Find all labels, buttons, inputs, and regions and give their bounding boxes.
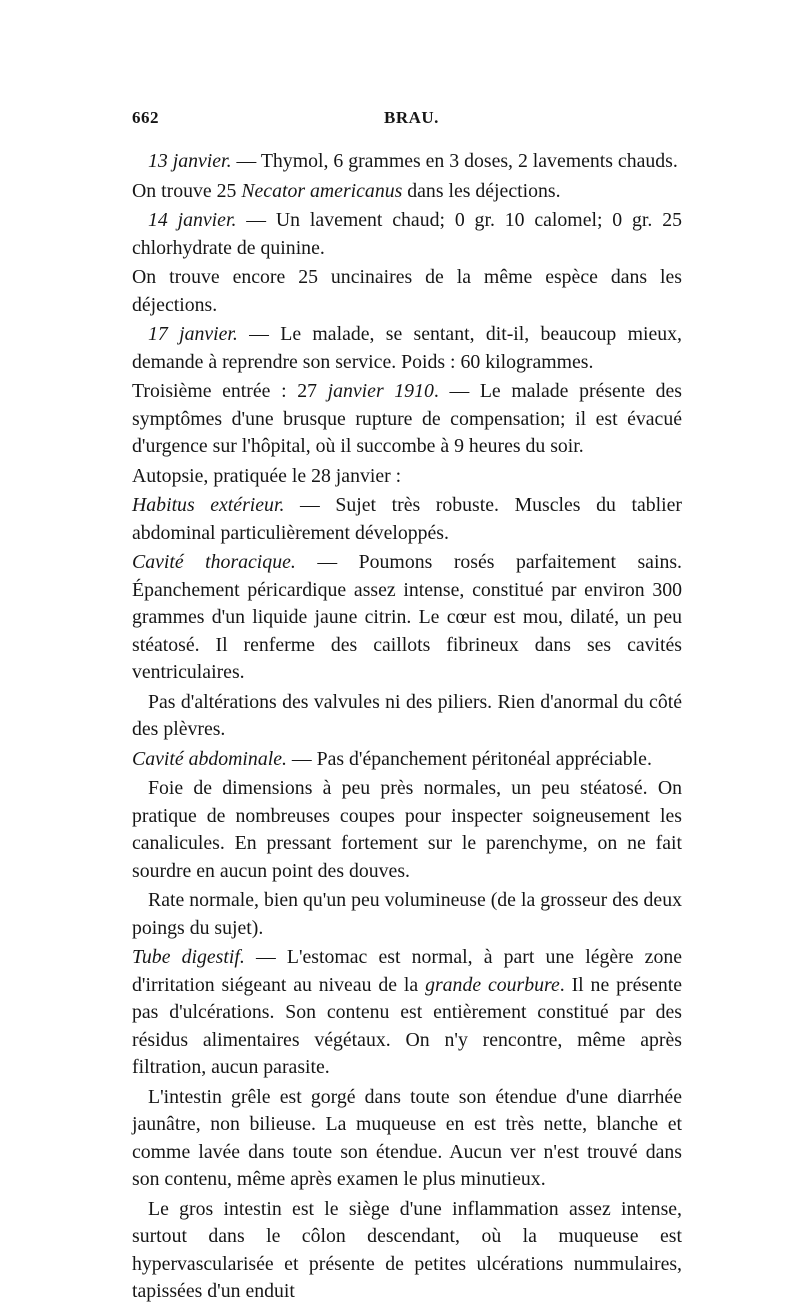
paragraph-text-after: dans les déjections. bbox=[402, 179, 561, 202]
paragraph-text: — L'estomac est normal, à part une légère zone d'irritation siégeant au niveau de la bbox=[132, 946, 683, 996]
running-head bbox=[132, 100, 682, 130]
paragraph-tube-digestif bbox=[132, 944, 682, 1082]
section-lead: Cavité thoracique. bbox=[132, 551, 296, 573]
paragraph-necator bbox=[132, 178, 682, 206]
paragraph-text: — Pas d'épanchement péritonéal appréciable. bbox=[286, 747, 652, 770]
paragraph-text: Pas d'altérations des valvules ni des piliers. Rien d'anormal du côté des plèvres. bbox=[132, 690, 682, 740]
running-title: BRAU. bbox=[384, 108, 439, 127]
section-lead: Cavité abdominale. bbox=[132, 747, 287, 770]
paragraph-valvules bbox=[132, 689, 682, 744]
paragraph-text: On trouve encore 25 uncinaires de la même espèce dans les déjections. bbox=[132, 266, 682, 316]
paragraph-rate bbox=[132, 887, 682, 942]
paragraph-text: L'intestin grêle est gorgé dans toute son étendue d'une diarrhée jaunâtre, non bilieuse. La muqueuse en est très nette, blanche et comme lavée dans toute son étendue. Aucun ver n'est trouvé dans son contenu, même après examen le plus minutieux. bbox=[132, 1085, 682, 1190]
paragraph-intestin-grele bbox=[132, 1084, 682, 1194]
date-italic: janvier 1910 bbox=[327, 380, 434, 402]
paragraph-text: — Sujet très robuste. Muscles du tablier abdominal particulièrement développés. bbox=[132, 494, 682, 544]
date-lead: 14 janvier. bbox=[148, 209, 237, 231]
paragraph-text-after: . — Le malade présente des symptômes d'une brusque rupture de compensation; il est évacué d'urgence sur l'hôpital, où il succombe à 9 heures du soir. bbox=[132, 380, 682, 457]
paragraph-text: Autopsie, pratiquée le 28 janvier : bbox=[132, 464, 402, 487]
paragraph-cavite-abdominale bbox=[132, 746, 682, 774]
date-lead: 17 janvier. bbox=[148, 323, 238, 345]
paragraph-foie bbox=[132, 775, 682, 885]
paragraph-text: Le gros intestin est le siège d'une inflammation assez intense, surtout dans le côlon descendant, où la muqueuse est hypervascularisée et présente de petites ulcérations nummulaires, tapissées d'un enduit bbox=[132, 1197, 682, 1302]
paragraph-text: Rate normale, bien qu'un peu volumineuse (de la grosseur des deux poings du sujet). bbox=[132, 889, 682, 939]
paragraph-14-janvier bbox=[132, 207, 682, 262]
paragraph-troisieme-entree bbox=[132, 378, 682, 461]
section-lead: Tube digestif. bbox=[132, 946, 245, 968]
paragraph-17-janvier bbox=[132, 321, 682, 376]
term-italic: grande courbure bbox=[425, 973, 560, 996]
body-text bbox=[132, 148, 682, 1306]
paragraph-text-after: . Il ne présente pas d'ulcérations. Son contenu est entièrement constitué par des résidus alimentaires végétaux. On n'y rencontre, même après filtration, aucun parasite. bbox=[132, 973, 683, 1078]
paragraph-text: — Un lavement chaud; 0 gr. 10 calomel; 0 gr. 25 chlorhydrate de quinine. bbox=[132, 209, 682, 259]
section-lead: Habitus extérieur. bbox=[132, 494, 285, 516]
paragraph-autopsie bbox=[132, 463, 682, 491]
paragraph-text: Foie de dimensions à peu près normales, un peu stéatosé. On pratique de nombreuses coupes pour inspecter soigneusement les canalicules. En pressant fortement sur le parenchyme, on ne fait sourdre en aucun point des douves. bbox=[132, 777, 682, 882]
paragraph-habitus bbox=[132, 492, 682, 547]
paragraph-text: — Thymol, 6 grammes en 3 doses, 2 lavements chauds. bbox=[231, 150, 678, 172]
date-lead: 13 janvier. bbox=[148, 150, 232, 172]
paragraph-text: Troisième entrée : 27 bbox=[132, 380, 328, 402]
paragraph-text: — Le malade, se sentant, dit-il, beaucoup mieux, demande à reprendre son service. Poids : 60 kilogrammes. bbox=[132, 323, 683, 373]
page-number: 662 bbox=[132, 108, 159, 127]
species-name: Necator americanus bbox=[241, 179, 403, 202]
paragraph-gros-intestin bbox=[132, 1196, 682, 1306]
paragraph-13-janvier bbox=[132, 148, 682, 176]
paragraph-text: On trouve 25 bbox=[132, 179, 242, 202]
paragraph-text: — Poumons rosés parfaitement sains. Épanchement péricardique assez intense, constitué par environ 300 grammes d'un liquide jaune citrin. Le cœur est mou, dilaté, un peu stéatosé. Il renferme des caillots fibrineux dans ses cavités ventriculaires. bbox=[132, 551, 682, 683]
paragraph-cavite-thoracique bbox=[132, 549, 682, 687]
paragraph-uncinaires bbox=[132, 264, 682, 319]
